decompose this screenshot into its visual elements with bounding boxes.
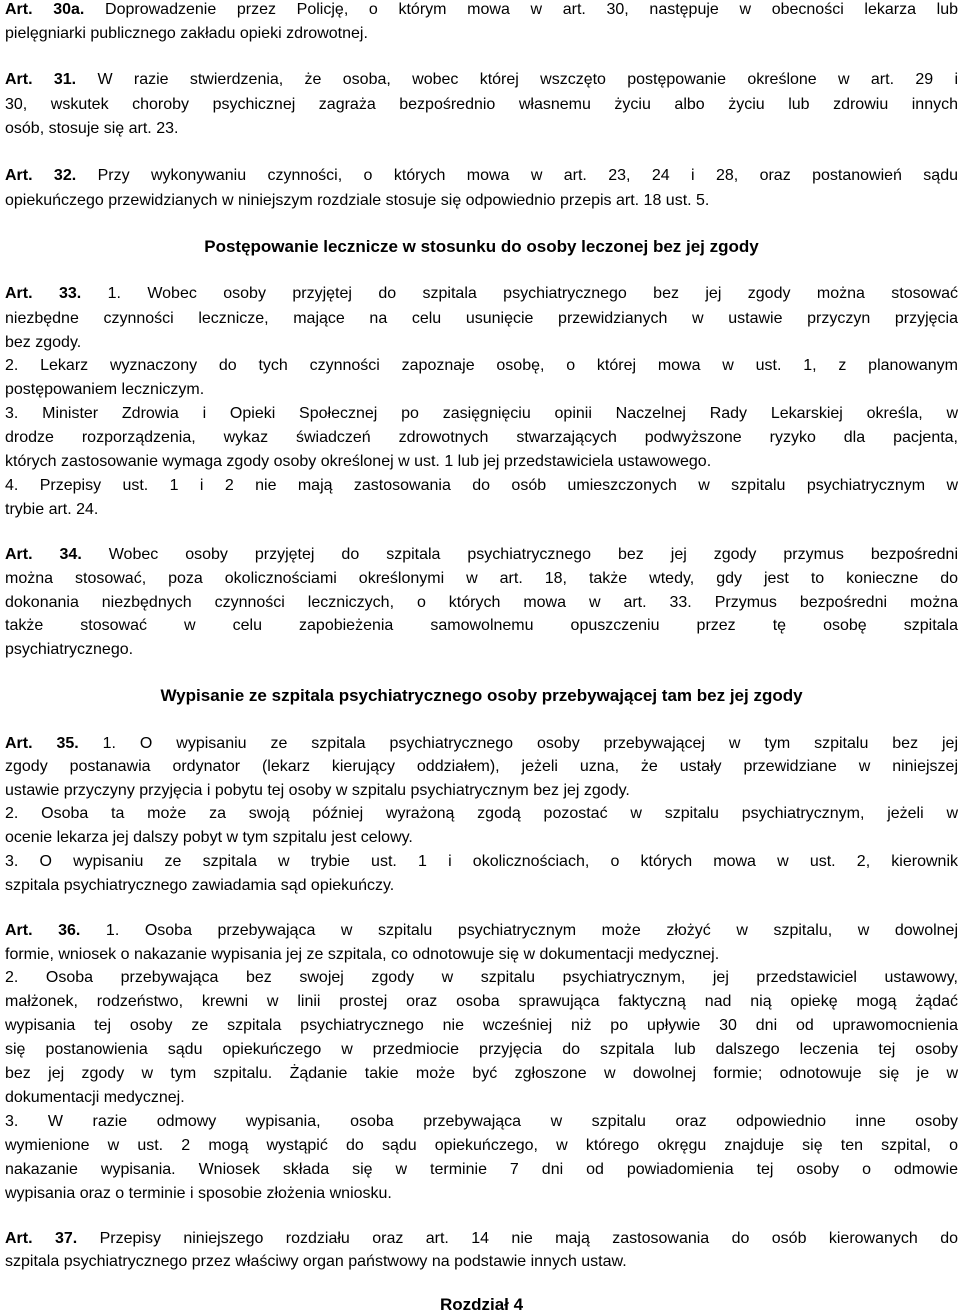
art36-line: 2. Osoba przebywająca bez swojej zgody w szpitalu psychiatrycznym, jej przedstawiciel ustawowy, xyxy=(5,969,958,986)
art34-line: dokonania niezbędnych czynności leczniczych, o których mowa w art. 33. Przymus bezpośredni można xyxy=(5,594,958,611)
chapter-heading: Rozdział 4 xyxy=(439,1295,524,1314)
article-label: Art. 30a. xyxy=(5,1,85,18)
art33-line: niezbędne czynności lecznicze, mające na celu usunięcie przewidzianych w ustawie przyczyn przyjęcia xyxy=(5,310,958,327)
art32-line: opiekuńczego przewidzianych w niniejszym rozdziale stosuje się odpowiednio przepis art. 18 ust. 5. xyxy=(5,192,710,209)
article-label: Art. 37. xyxy=(5,1230,78,1247)
art36-line: Art. 36. 1. Osoba przebywająca w szpitalu psychiatrycznym może złożyć w szpitalu, w dowolnej xyxy=(5,922,958,939)
art33-line: bez zgody. xyxy=(5,334,82,351)
art35-line: 3. O wypisaniu ze szpitala w trybie ust. 1 i okolicznościach, o których mowa w ust. 2, kierownik xyxy=(5,853,958,870)
art33-line: Art. 33. 1. Wobec osoby przyjętej do szpitala psychiatrycznego bez jej zgody można stosować xyxy=(5,285,958,302)
art35-line: zgody postanawia ordynator (lekarz kierujący oddziałem), jeżeli uzna, że ustały przewidziane w niniejszej xyxy=(5,758,958,775)
art34-line: także stosować w celu zapobieżenia samowolnemu opuszczeniu przez tę osobę szpitala xyxy=(5,617,958,634)
article-label: Art. 31. xyxy=(5,71,77,88)
art37-line: szpitala psychiatrycznego przez właściwy organ państwowy na podstawie innych ustaw. xyxy=(5,1253,627,1270)
art34-line: Art. 34. Wobec osoby przyjętej do szpitala psychiatrycznego bez jej zgody przymus bezpośredni xyxy=(5,546,958,563)
art33-line: których zastosowanie wymaga zgody osoby określonej w ust. 1 lub jej przedstawiciela ustawowego. xyxy=(5,453,712,470)
art35-line: szpitala psychiatrycznego zawiadamia sąd opiekuńczy. xyxy=(5,877,395,894)
art37-line: Art. 37. Przepisy niniejszego rozdziału oraz art. 14 nie mają zastosowania do osób kierowanych do xyxy=(5,1230,958,1247)
art36-line: 3. W razie odmowy wypisania, osoba przebywająca w szpitalu oraz odpowiednio inne osoby xyxy=(5,1113,958,1130)
art31-line: Art. 31. W razie stwierdzenia, że osoba, wobec której wszczęto postępowanie określone w art. 29 i xyxy=(5,71,959,88)
article-label: Art. 32. xyxy=(5,167,77,184)
art36-line: się postanowienia sądu opiekuńczego w przedmiocie przyjęcia do szpitala lub dalszego leczenia tej osoby xyxy=(5,1041,958,1058)
article-label: Art. 33. xyxy=(5,285,82,302)
art33-line: trybie art. 24. xyxy=(5,501,99,518)
art36-line: wypisania oraz o terminie i sposobie złożenia wniosku. xyxy=(5,1185,392,1202)
art36-line: wymienione w ust. 2 mogą wystąpić do sądu opiekuńczego, w którego okręgu znajduje się ten szpital, o xyxy=(5,1137,958,1154)
article-label: Art. 35. xyxy=(5,735,79,752)
art31-line: 30, wskutek choroby psychicznej zagraża bezpośrednio własnemu życiu albo życiu lub zdrowiu innych xyxy=(5,96,958,113)
article-label: Art. 34. xyxy=(5,546,82,563)
art30a-line: pielęgniarki publicznego zakładu opieki zdrowotnej. xyxy=(5,25,368,42)
art36-line: nakazanie wypisania. Wniosek składa się w terminie 7 dni od powiadomienia tej osoby o odmowie xyxy=(5,1161,958,1178)
art35-line: 2. Osoba ta może za swoją później wyrażoną zgodą pozostać w szpitalu psychiatrycznym, jeżeli w xyxy=(5,805,958,822)
art34-line: można stosować, poza okolicznościami określonymi w art. 18, także wtedy, gdy jest to konieczne do xyxy=(5,570,958,587)
art36-line: małżonek, rodzeństwo, krewni w linii prostej oraz osoba sprawująca faktyczną nad nią opiekę mogą żądać xyxy=(5,993,958,1010)
art33-line: postępowaniem leczniczym. xyxy=(5,381,205,398)
art34-line: psychiatrycznego. xyxy=(5,641,134,658)
section-heading-discharge: Wypisanie ze szpitala psychiatrycznego osoby przebywającej tam bez jej zgody xyxy=(160,686,803,705)
art36-line: dokumentacji medycznej. xyxy=(5,1089,185,1106)
section-heading-treatment: Postępowanie lecznicze w stosunku do osoby leczonej bez jej zgody xyxy=(204,237,759,256)
article-label: Art. 36. xyxy=(5,922,81,939)
art33-line: 2. Lekarz wyznaczony do tych czynności zapoznaje osobę, o której mowa w ust. 1, z planowanym xyxy=(5,357,958,374)
art33-line: 4. Przepisy ust. 1 i 2 nie mają zastosowania do osób umieszczonych w szpitalu psychiatrycznym w xyxy=(5,477,958,494)
art30a-line: Art. 30a. Doprowadzenie przez Policję, o którym mowa w art. 30, następuje w obecności lekarza lub xyxy=(5,1,959,18)
art36-line: bez jej zgody w tym szpitalu. Żądanie takie może być zgłoszone w dowolnej formie; odnotowuje się je w xyxy=(5,1065,958,1082)
art36-line: wypisania tej osoby ze szpitala psychiatrycznego nie wcześniej niż po upływie 30 dni od uprawomocnienia xyxy=(5,1017,958,1034)
art33-line: 3. Minister Zdrowia i Opieki Społecznej po zasięgnięciu opinii Naczelnej Rady Lekarskiej określa, w xyxy=(5,405,958,422)
art35-line: Art. 35. 1. O wypisaniu ze szpitala psychiatrycznego osoby przebywającej w tym szpitalu bez jej xyxy=(5,735,959,752)
art35-line: ocenie lekarza jej dalszy pobyt w tym szpitalu jest celowy. xyxy=(5,829,413,846)
art33-line: drodze rozporządzenia, wykaz świadczeń zdrowotnych stwarzających podwyższone ryzyko dla pacjenta, xyxy=(5,429,958,446)
art32-line: Art. 32. Przy wykonywaniu czynności, o których mowa w art. 23, 24 i 28, oraz postanowień sądu xyxy=(5,167,958,184)
art31-line: osób, stosuje się art. 23. xyxy=(5,120,179,137)
art35-line: ustawie przyczyny przyjęcia i pobytu tej osoby w szpitalu psychiatrycznym bez jej zgody. xyxy=(5,782,630,799)
art36-line: formie, wniosek o nakazanie wypisania jej ze szpitala, co odnotowuje się w dokumentacji medycznej. xyxy=(5,946,720,963)
